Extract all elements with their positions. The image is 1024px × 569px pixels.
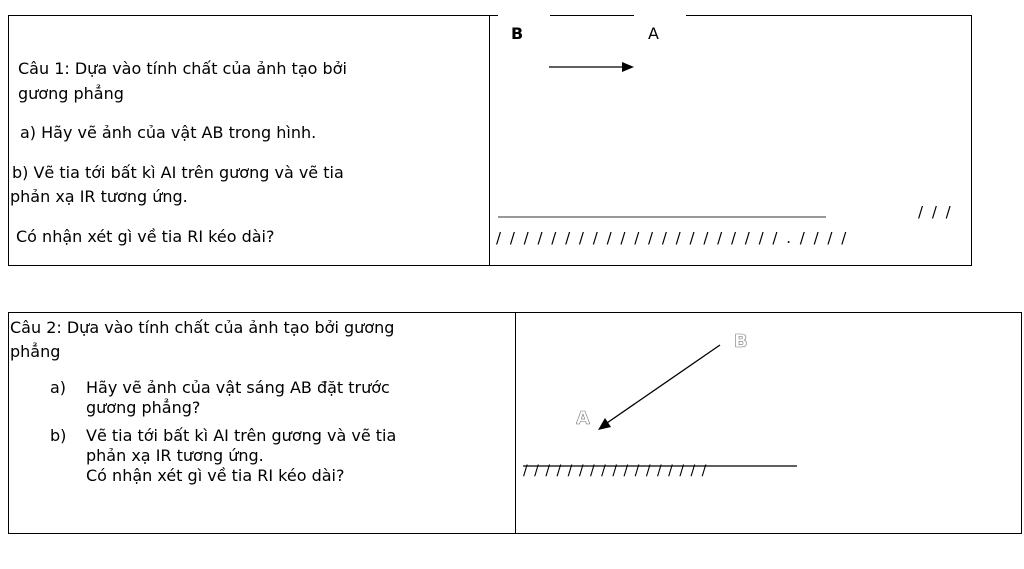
q1-mirror-hatch-right: / / / (918, 203, 953, 221)
q1-mirror-hatch: / / / / / / / / / / / / / / / / / / / / / . / / / / (496, 229, 849, 247)
q2-object-arrow (604, 345, 720, 425)
q2-mirror-hatch: / / / / / / / / / / / / / / / / / (523, 463, 708, 479)
q1-part-b-cont: phản xạ IR tương ứng. (10, 187, 188, 206)
q2-part-a-text: Hãy vẽ ảnh của vật sáng AB đặt trước (86, 378, 390, 397)
q1-label-b: B (511, 24, 524, 43)
q2-label-b: B (734, 331, 748, 352)
q1-label-a: A (648, 24, 659, 43)
q2-part-b-number: b) (50, 426, 67, 445)
q1-title-cont: gương phẳng (18, 84, 124, 103)
q2-label-a: A (576, 408, 590, 429)
q1-note: Có nhận xét gì về tia RI kéo dài? (16, 227, 275, 246)
q1-part-a: a) Hãy vẽ ảnh của vật AB trong hình. (20, 123, 317, 142)
q1-part-b: b) Vẽ tia tới bất kì AI trên gương và vẽ tia (12, 163, 344, 182)
q2-part-b-cont: phản xạ IR tương ứng. (86, 446, 264, 465)
q2-object-arrowhead (598, 418, 611, 430)
q2-part-a-cont: gương phẳng? (86, 398, 201, 417)
q2-title-cont: phẳng (10, 342, 61, 361)
q2-part-a-number: a) (50, 378, 67, 397)
q2-title: Câu 2: Dựa vào tính chất của ảnh tạo bởi gương (10, 318, 395, 337)
q1-title: Câu 1: Dựa vào tính chất của ảnh tạo bởi (18, 59, 347, 78)
q2-part-b-text: Vẽ tia tới bất kì AI trên gương và vẽ tia (86, 426, 397, 445)
q2-note: Có nhận xét gì về tia RI kéo dài? (86, 466, 345, 485)
